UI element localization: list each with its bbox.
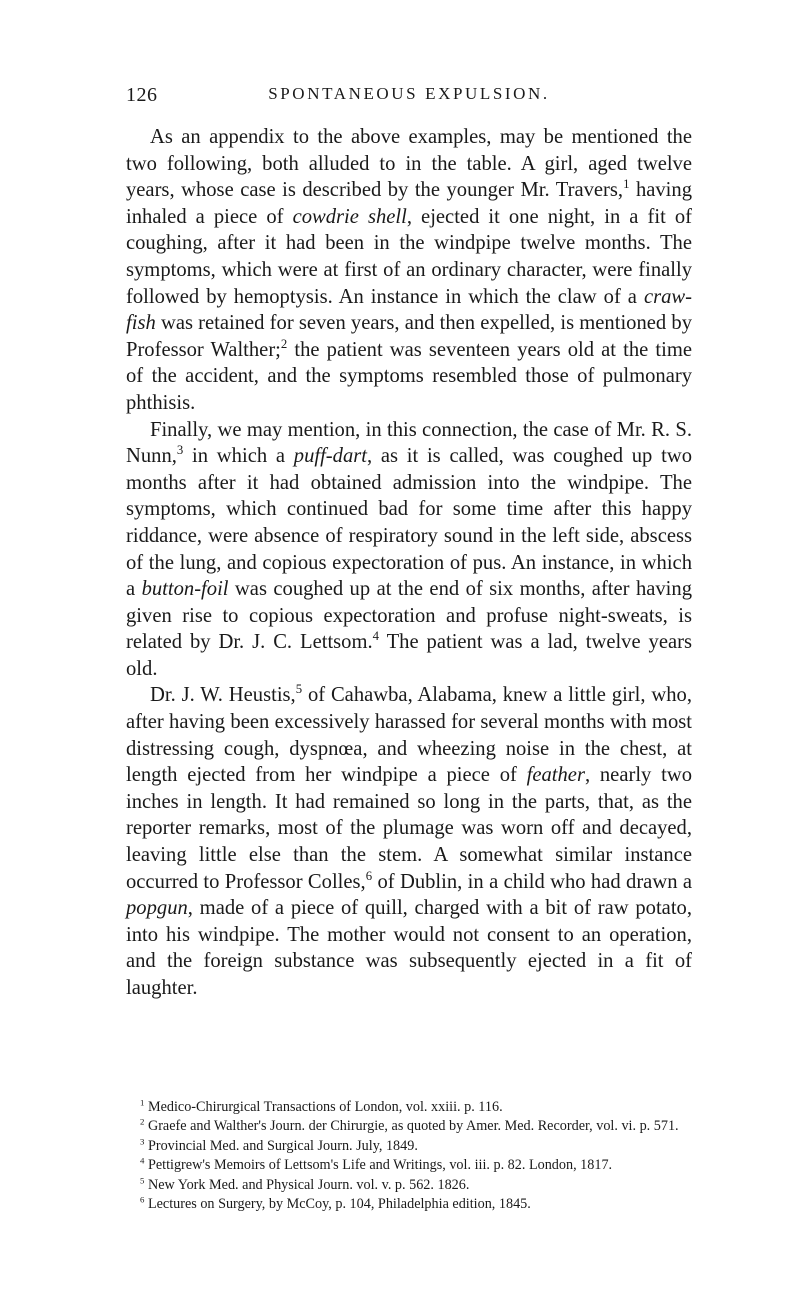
italic-term: puff-dart: [293, 445, 367, 468]
footnote-mark: 3: [140, 1136, 145, 1147]
text-run: The patient was a lad, twelve years old.: [126, 631, 692, 680]
footnote-reference: 5: [295, 682, 303, 697]
footnote-reference: 3: [176, 443, 184, 458]
footnote-reference: 6: [365, 868, 373, 883]
paragraph: [126, 124, 692, 417]
footnote-mark: 5: [140, 1174, 145, 1185]
text-run: , nearly two inches in length. It had remained so long in the parts, that, as the reporter remarks, most of the plumage was worn off and decayed, leaving little else than the stem. A somewhat similar instance occurred to Professor Colles,: [126, 764, 692, 893]
footnotes: [126, 1098, 692, 1214]
footnote: [126, 1117, 692, 1136]
text-run: in which a: [183, 445, 294, 468]
footnote-mark: 4: [140, 1155, 145, 1166]
text-run: , ejected it one night, in a fit of coughing, after it had been in the windpipe twelve months. The symptoms, which were at first of an ordinary character, were finally followed by hemoptysis. An instance in which the claw of a: [126, 205, 692, 308]
footnote: [126, 1098, 692, 1117]
page-number: 126: [126, 84, 158, 106]
page-header: [126, 84, 692, 106]
footnote: [126, 1195, 692, 1214]
body-text: [126, 124, 692, 1002]
text-run: Finally, we may mention, in this connection, the case of Mr. R. S. Nunn,: [126, 418, 692, 468]
text-run: , as it is called, was coughed up two months after it had obtained admission into the windpipe. The symptoms, which continued bad for some time after this happy riddance, were absence of respiratory sound in the left side, abscess of the lung, and copious expectoration of pus. An instance, in which a: [126, 445, 692, 601]
text-run: was retained for seven years, and then expelled, is mentioned by Professor Walther;: [126, 312, 692, 361]
footnote-text: Pettigrew's Memoirs of Lettsom's Life and Writings, vol. iii. p. 82. London, 1817.: [144, 1157, 613, 1174]
footnote: [126, 1156, 692, 1175]
text-run: having inhaled a piece of: [126, 179, 692, 228]
text-run: the patient was seventeen years old at the time of the accident, and the symptoms resembled those of pulmonary phthisis.: [126, 338, 692, 414]
footnote: [126, 1137, 692, 1156]
text-run: of Cahawba, Alabama, knew a little girl, who, after having been excessively harassed for several months with most distressing cough, dyspnœa, and wheezing noise in the chest, at length ejected from her windpipe a piece of: [126, 684, 692, 787]
footnote-mark: 6: [140, 1194, 145, 1205]
running-title: SPONTANEOUS EXPULSION.: [268, 84, 550, 103]
footnote-text: Lectures on Surgery, by McCoy, p. 104, Philadelphia edition, 1845.: [144, 1196, 531, 1213]
footnote-reference: 4: [372, 629, 380, 644]
italic-term: cowdrie shell: [292, 205, 407, 228]
footnote-reference: 1: [623, 177, 630, 192]
italic-term: feather: [526, 764, 585, 787]
text-run: was coughed up at the end of six months, after having given rise to copious expectoration and profuse night-sweats, is related by Dr. J. C. Lettsom.: [126, 578, 692, 654]
italic-term: popgun: [126, 897, 188, 920]
italic-term: craw-fish: [126, 285, 692, 335]
text-run: , made of a piece of quill, charged with a bit of raw potato, into his windpipe. The mother would not consent to an operation, and the foreign substance was subsequently ejected in a fit of laughter.: [126, 897, 692, 999]
footnote-text: Graefe and Walther's Journ. der Chirurgie, as quoted by Amer. Med. Recorder, vol. vi. p. 571.: [144, 1118, 679, 1135]
text-run: As an appendix to the above examples, may be mentioned the two following, both alluded to in the table. A girl, aged twelve years, whose case is described by the younger Mr. Travers,: [126, 126, 692, 202]
footnote-text: Medico-Chirurgical Transactions of London, vol. xxiii. p. 116.: [144, 1099, 503, 1115]
paragraph: [126, 682, 692, 1001]
footnote-mark: 2: [140, 1116, 145, 1127]
footnote-text: Provincial Med. and Surgical Journ. July, 1849.: [144, 1137, 418, 1154]
footnote-reference: 2: [280, 336, 288, 351]
footnote-text: New York Med. and Physical Journ. vol. v. p. 562. 1826.: [144, 1176, 470, 1193]
paragraph: [126, 417, 692, 683]
footnote-mark: 1: [140, 1097, 145, 1108]
footnote: [126, 1176, 692, 1195]
italic-term: button-foil: [141, 578, 229, 601]
text-run: Dr. J. W. Heustis,: [150, 684, 296, 707]
text-run: of Dublin, in a child who had drawn a: [372, 870, 692, 893]
